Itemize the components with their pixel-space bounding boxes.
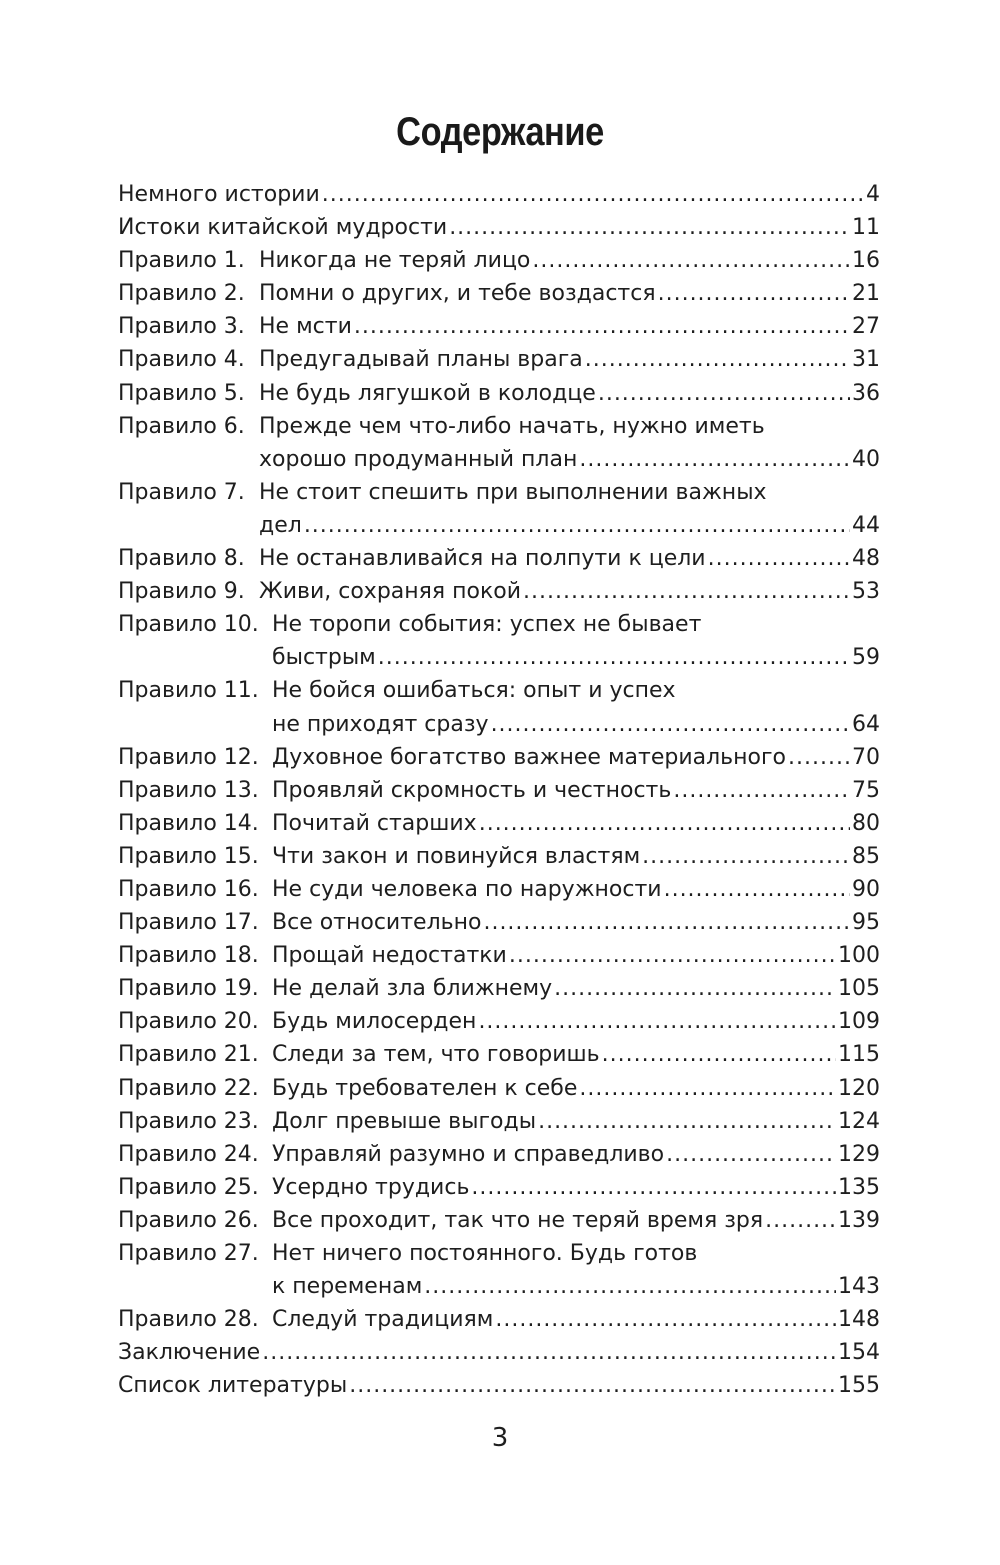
toc-entry [118,741,880,774]
toc-entry [118,1303,880,1336]
toc-entry [118,774,880,807]
toc-dot-leader [708,542,850,575]
toc-entry [118,377,880,410]
toc-dot-leader [664,873,850,906]
toc-entry-label: Правило 10. [118,612,259,638]
toc-entry [118,343,880,376]
toc-entry-title: Список литературы [118,1373,348,1399]
toc-dot-leader [579,443,850,476]
toc-entry-page: 139 [838,1207,880,1233]
toc-entry-page: 135 [838,1174,880,1200]
toc-entry-label: Правило 28. [118,1307,259,1333]
toc-line [118,509,880,542]
toc-entry-title: Проявляй скромность и честность [272,777,672,803]
toc-entry [118,542,880,575]
toc-entry-page: 124 [838,1108,880,1134]
toc-entry [118,178,880,211]
toc-dot-leader [765,1204,836,1237]
toc-entry-page: 44 [852,512,880,538]
toc-entry-page: 105 [838,976,880,1002]
toc-entry-page: 115 [838,1042,880,1068]
toc-dot-leader [509,939,836,972]
toc-entry-title: хорошо продуманный план [259,446,578,472]
toc-line [118,1138,880,1171]
toc-line [118,1105,880,1138]
toc-line [118,1237,880,1270]
toc-line [118,1270,880,1303]
toc-dot-leader [424,1270,836,1303]
toc-entry-title: Не торопи события: успех не бывает [272,612,702,638]
toc-entry-title: Предугадывай планы врага [259,347,583,373]
toc-entry-label: Правило 22. [118,1075,259,1101]
toc-line [118,840,880,873]
toc-entry-label: Правило 4. [118,347,245,373]
toc-line [118,244,880,277]
toc-dot-leader [642,840,850,873]
toc-entry-label: Правило 26. [118,1207,259,1233]
toc-entry-title: Следуй традициям [272,1307,494,1333]
toc-entry-title: Следи за тем, что говоришь [272,1042,600,1068]
toc-entry-page: 80 [852,810,880,836]
toc-entry-page: 11 [852,215,880,241]
toc-entry-page: 53 [852,579,880,605]
toc-line [118,873,880,906]
toc-entry-title: Долг превыше выгоды [272,1108,537,1134]
toc-entry-title: Помни о других, и тебе воздастся [259,281,656,307]
toc-entry-label: Правило 21. [118,1042,259,1068]
toc-line [118,708,880,741]
toc-entry-label: Правило 23. [118,1108,259,1134]
toc-entry-title: Не бойся ошибаться: опыт и успех [272,678,676,704]
toc-entry-title: Усердно трудись [272,1174,470,1200]
toc-line [118,1072,880,1105]
toc-entry-title: Не останавливайся на полпути к цели [259,546,706,572]
toc-entry [118,310,880,343]
toc-entry-page: 21 [852,281,880,307]
toc-line [118,443,880,476]
toc-line [118,310,880,343]
toc-dot-leader [602,1038,836,1071]
toc-entry [118,807,880,840]
table-of-contents [118,178,880,1402]
toc-entry-page: 4 [866,182,880,207]
toc-entry-title: Не будь лягушкой в колодце [259,380,596,406]
toc-entry-title: Все проходит, так что не теряй время зря [272,1207,764,1233]
toc-entry-label: Правило 9. [118,579,245,605]
toc-entry-page: 90 [852,876,880,902]
toc-entry [118,1171,880,1204]
page-title: Содержание [396,110,604,154]
toc-entry-title: не приходят сразу [272,711,489,737]
toc-dot-leader [378,641,850,674]
toc-dot-leader [532,244,850,277]
toc-entry-label: Правило 13. [118,777,259,803]
toc-line [118,972,880,1005]
toc-entry-page: 155 [838,1373,880,1399]
toc-entry-title: Управляй разумно и справедливо [272,1141,665,1167]
toc-entry [118,211,880,244]
toc-dot-leader [585,343,850,376]
toc-entry [118,608,880,674]
toc-dot-leader [262,1336,836,1369]
toc-dot-leader [666,1138,836,1171]
toc-line [118,178,880,211]
toc-entry-page: 100 [838,943,880,969]
toc-line [118,1303,880,1336]
toc-entry-title: Живи, сохраняя покой [259,579,522,605]
toc-line [118,1204,880,1237]
toc-entry-label: Правило 17. [118,910,259,936]
toc-entry-page: 129 [838,1141,880,1167]
toc-entry-page: 59 [852,645,880,671]
toc-entry-title: Никогда не теряй лицо [259,248,531,274]
toc-line [118,906,880,939]
toc-entry-title: Не стоит спешить при выполнении важных [259,479,767,505]
toc-entry-title: Чти закон и повинуйся властям [272,843,641,869]
toc-entry-page: 85 [852,843,880,869]
toc-entry [118,1105,880,1138]
toc-entry-title: дел [259,512,302,538]
toc-dot-leader [523,575,850,608]
toc-entry-title: Заключение [118,1340,261,1366]
toc-dot-leader [449,211,850,244]
toc-entry-page: 40 [852,446,880,472]
toc-entry-page: 48 [852,546,880,572]
toc-line [118,741,880,774]
toc-dot-leader [322,178,864,211]
toc-entry-title: быстрым [272,645,376,671]
toc-entry-title: Прощай недостатки [272,943,507,969]
toc-entry-page: 64 [852,711,880,737]
toc-entry-page: 154 [838,1340,880,1366]
toc-entry-page: 16 [852,248,880,274]
toc-dot-leader [478,1005,836,1038]
toc-dot-leader [579,1072,836,1105]
toc-line [118,410,880,443]
toc-dot-leader [491,708,850,741]
toc-entry [118,1369,880,1402]
toc-dot-leader [788,741,850,774]
toc-dot-leader [598,377,850,410]
toc-entry-label: Правило 11. [118,678,259,704]
toc-dot-leader [673,774,850,807]
toc-entry-title: Нет ничего постоянного. Будь готов [272,1241,698,1266]
toc-line [118,774,880,807]
toc-line [118,377,880,410]
toc-entry [118,1072,880,1105]
toc-entry-page: 36 [852,380,880,406]
toc-entry-title: Истоки китайской мудрости [118,215,448,241]
toc-entry-label: Правило 2. [118,281,245,307]
toc-entry [118,1005,880,1038]
toc-dot-leader [538,1105,836,1138]
toc-entry [118,939,880,972]
toc-line [118,1038,880,1071]
toc-entry [118,410,880,476]
toc-line [118,1005,880,1038]
toc-line [118,277,880,310]
toc-entry [118,972,880,1005]
toc-dot-leader [658,277,850,310]
toc-entry [118,674,880,740]
toc-dot-leader [471,1171,836,1204]
toc-entry [118,244,880,277]
toc-entry-page: 27 [852,314,880,340]
toc-entry-label: Правило 18. [118,943,259,969]
toc-dot-leader [554,972,836,1005]
toc-entry-label: Правило 7. [118,479,245,505]
toc-entry-label: Правило 19. [118,976,259,1002]
toc-entry-title: Все относительно [272,910,482,936]
toc-entry-title: Прежде чем что-либо начать, нужно иметь [259,413,765,439]
toc-entry-title: к переменам [272,1274,423,1300]
toc-dot-leader [479,807,850,840]
toc-entry-page: 70 [852,744,880,770]
toc-dot-leader [349,1369,836,1402]
toc-entry-page: 143 [838,1274,880,1300]
toc-dot-leader [354,310,850,343]
page-number: 3 [491,1423,509,1453]
toc-entry [118,1237,880,1303]
toc-entry [118,1204,880,1237]
toc-entry-title: Будь милосерден [272,1009,477,1035]
toc-entry-label: Правило 6. [118,413,245,439]
toc-entry-label: Правило 15. [118,843,259,869]
toc-entry-label: Правило 20. [118,1009,259,1035]
toc-line [118,939,880,972]
toc-entry-title: Будь требователен к себе [272,1075,578,1101]
toc-entry-title: Немного истории [118,182,320,207]
toc-line [118,575,880,608]
toc-entry-label: Правило 24. [118,1141,259,1167]
toc-line [118,608,880,641]
toc-line [118,641,880,674]
toc-entry-page: 31 [852,347,880,373]
toc-entry-title: Не суди человека по наружности [272,876,662,902]
toc-entry [118,1038,880,1071]
toc-entry [118,873,880,906]
toc-entry-label: Правило 25. [118,1174,259,1200]
toc-entry-title: Духовное богатство важнее материального [272,744,787,770]
toc-entry [118,277,880,310]
toc-entry [118,1138,880,1171]
toc-dot-leader [304,509,850,542]
toc-entry-title: Почитай старших [272,810,477,836]
toc-dot-leader [495,1303,836,1336]
toc-line [118,674,880,707]
toc-line [118,1369,880,1402]
toc-line [118,542,880,575]
toc-line [118,1336,880,1369]
toc-entry-label: Правило 3. [118,314,245,340]
toc-entry-label: Правило 12. [118,744,259,770]
toc-entry [118,1336,880,1369]
toc-entry [118,906,880,939]
toc-entry-label: Правило 16. [118,876,259,902]
toc-entry [118,840,880,873]
toc-entry-label: Правило 14. [118,810,259,836]
toc-line [118,211,880,244]
toc-entry-title: Не мсти [259,314,352,340]
toc-entry-title: Не делай зла ближнему [272,976,553,1002]
toc-entry-page: 148 [838,1307,880,1333]
toc-entry [118,575,880,608]
toc-dot-leader [483,906,850,939]
toc-entry-page: 109 [838,1009,880,1035]
toc-entry-label: Правило 5. [118,380,245,406]
toc-line [118,1171,880,1204]
toc-entry [118,476,880,542]
toc-line [118,343,880,376]
toc-line [118,807,880,840]
toc-entry-label: Правило 1. [118,248,245,274]
toc-line [118,476,880,509]
toc-entry-page: 120 [838,1075,880,1101]
toc-entry-label: Правило 8. [118,546,245,572]
toc-entry-page: 75 [852,777,880,803]
toc-entry-page: 95 [852,910,880,936]
toc-entry-label: Правило 27. [118,1241,259,1266]
